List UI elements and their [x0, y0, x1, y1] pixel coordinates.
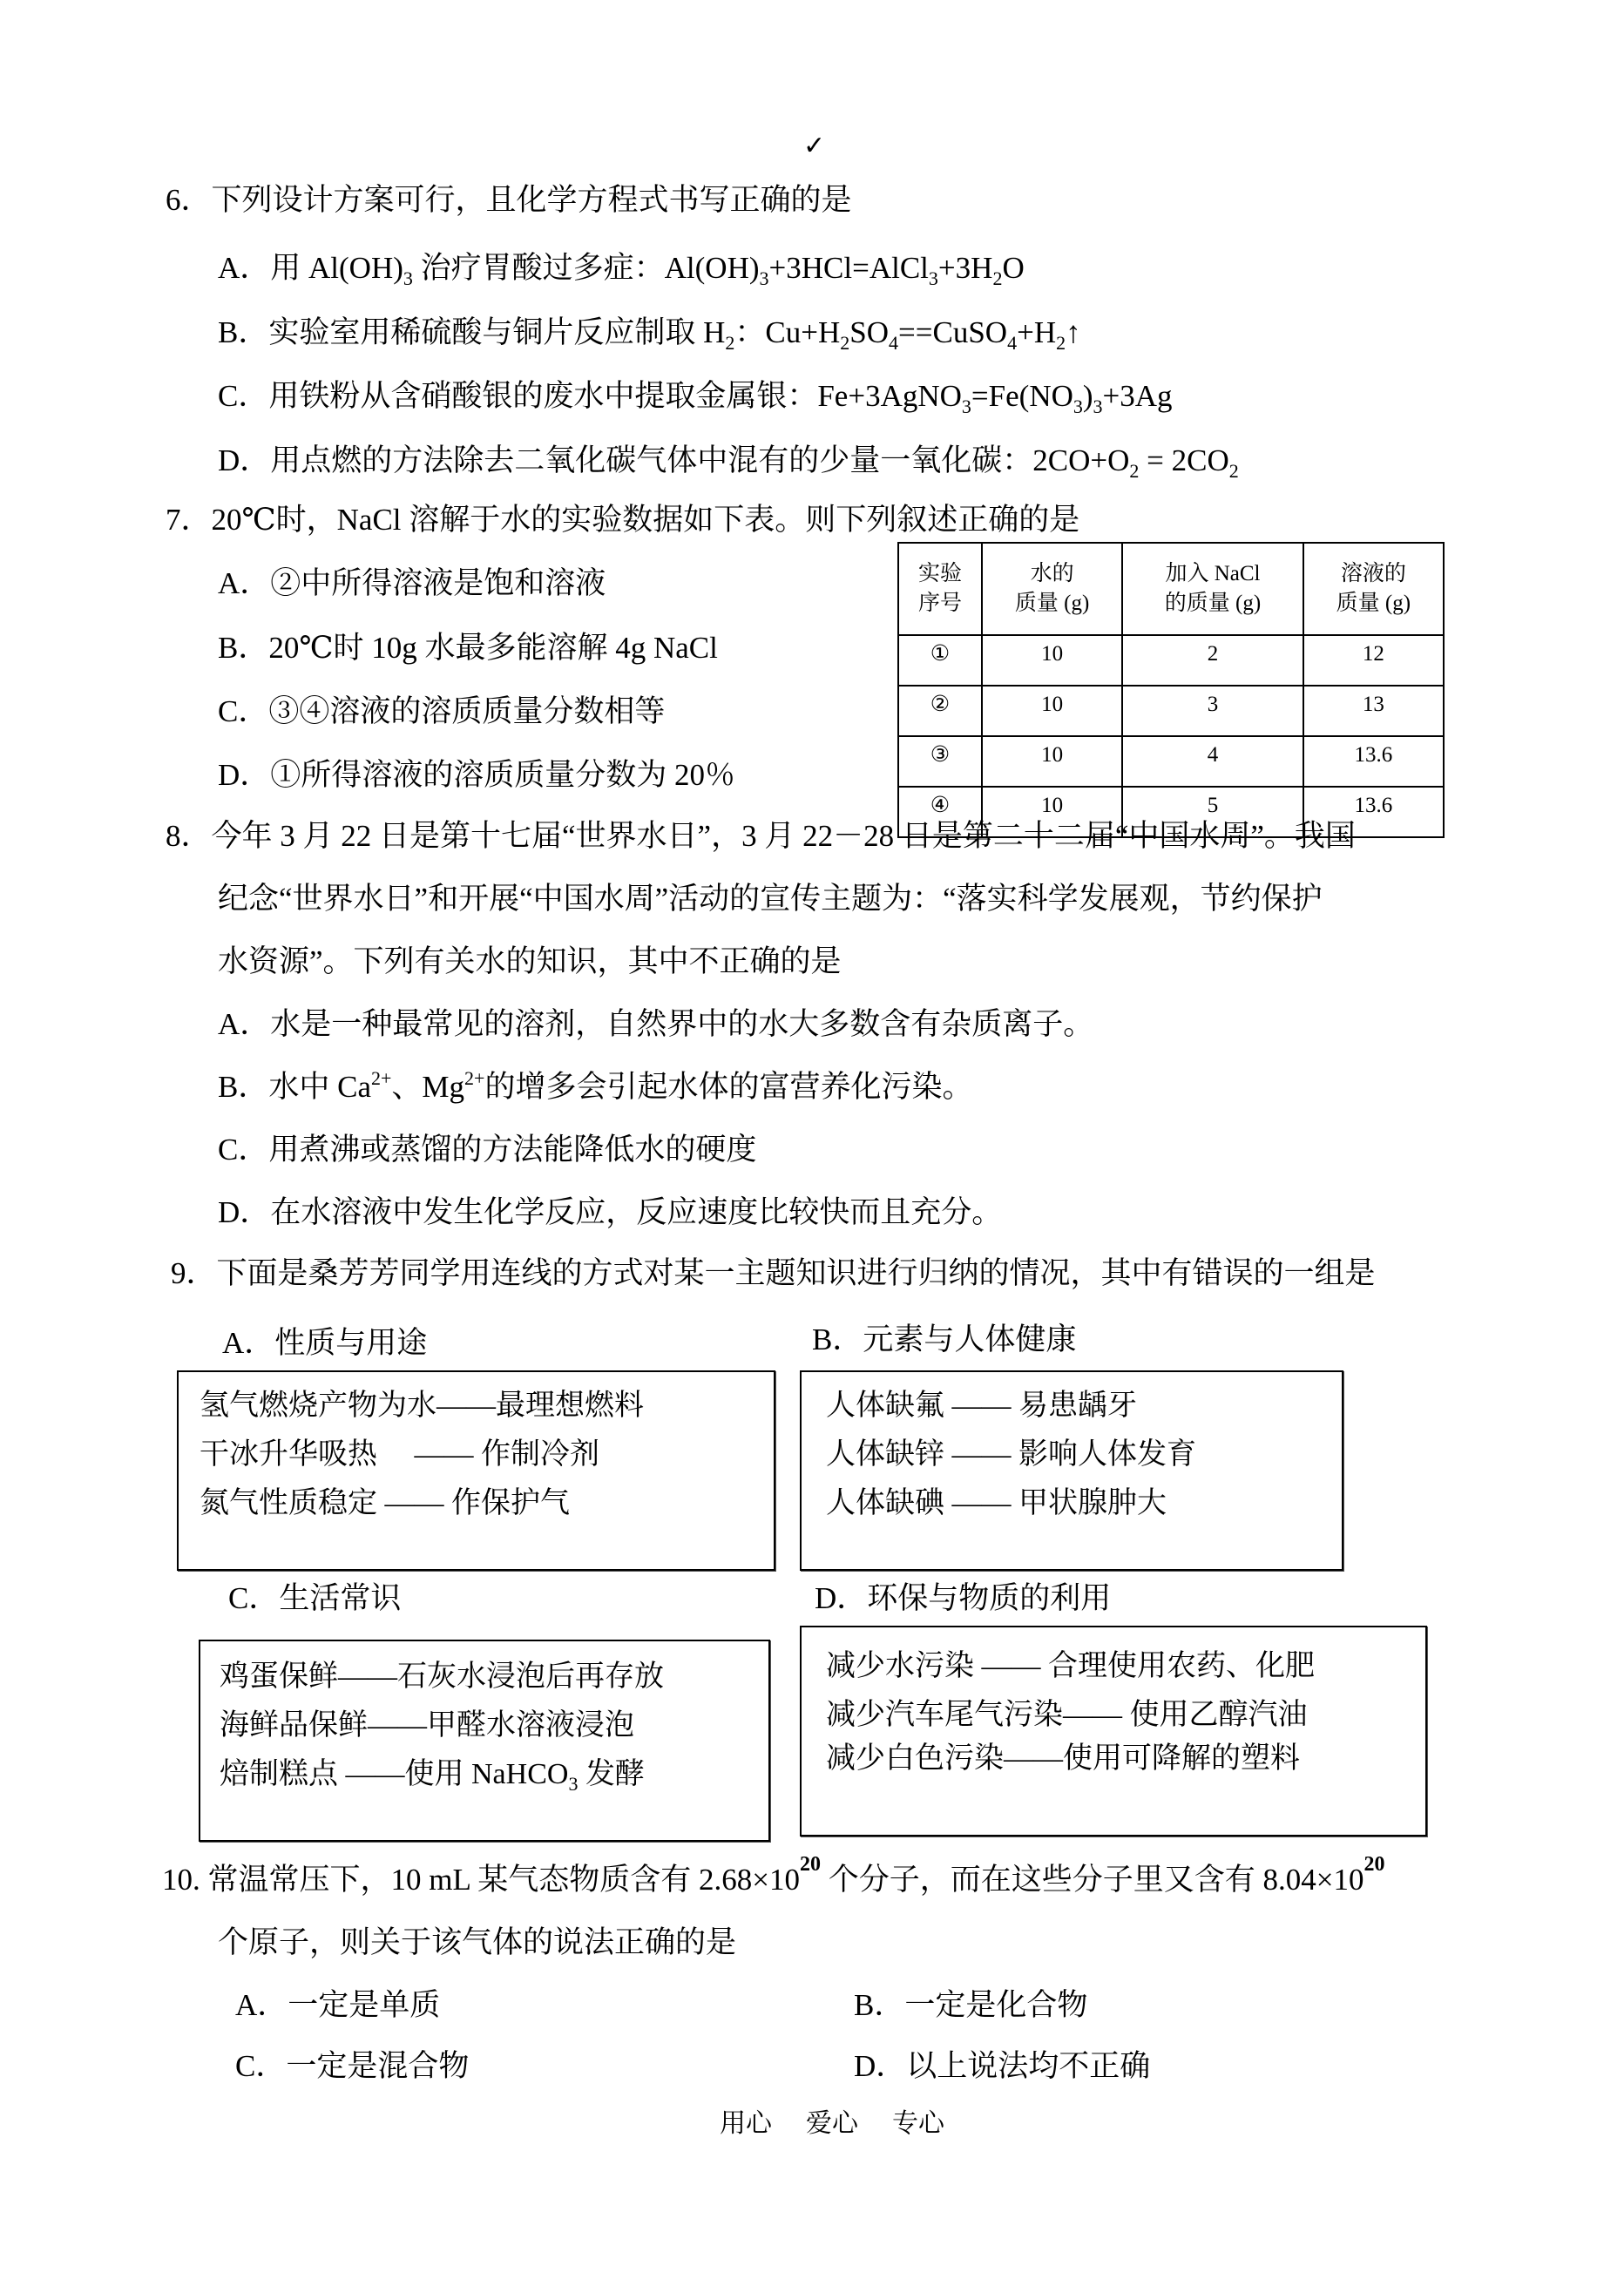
text: 焙制糕点 ——使用 NaHCO — [220, 1758, 569, 1790]
header-line: 水的 — [1030, 562, 1074, 585]
footer — [720, 2101, 944, 2140]
q9-group-d-box — [800, 1626, 1427, 1836]
table-cell: 10 — [982, 635, 1122, 686]
table-cell: 13.6 — [1303, 736, 1444, 787]
q8-option-d: D．在水溶液中发生化学反应，反应速度比较快而且充分。 — [218, 1195, 1003, 1229]
q6-option-a — [218, 249, 1025, 287]
table-cell: 10 — [982, 787, 1122, 837]
superscript: 20 — [1363, 1853, 1385, 1876]
table-cell: ① — [898, 635, 982, 686]
q8-stem-line-3: 水资源”。下列有关水的知识，其中不正确的是 — [218, 944, 842, 978]
header-line: 加入 NaCl — [1165, 562, 1261, 585]
superscript: 20 — [800, 1853, 822, 1876]
text: 个分子，而在这些分子里又含有 8.04×10 — [821, 1863, 1364, 1897]
q9-group-c-title: C．生活常识 — [228, 1581, 402, 1615]
q6-stem: 6．下列设计方案可行，且化学方程式书写正确的是 — [166, 183, 852, 217]
q9-group-a-box — [177, 1370, 775, 1571]
header-cell — [1303, 543, 1444, 635]
text: = 2CO — [1139, 443, 1229, 477]
text: =Fe(NO — [971, 379, 1073, 413]
q10-option-b: B．一定是化合物 — [854, 1988, 1088, 2022]
q8-stem-line-1: 8．今年 3 月 22 日是第十七届“世界水日”，3 月 22－28 日是第二十二届“中国水周”。我国 — [166, 819, 1356, 853]
q9-group-c-box — [199, 1640, 770, 1842]
table-cell: 13 — [1303, 686, 1444, 736]
group-line: 鸡蛋保鲜——石灰水浸泡后再存放 — [220, 1661, 664, 1693]
text: 治疗胃酸过多症：Al(OH) — [412, 251, 760, 285]
q7-option-c: C．③④溶液的溶质质量分数相等 — [218, 694, 666, 728]
group-line: 氢气燃烧产物为水——最理想燃料 — [200, 1390, 644, 1422]
subscript: 4 — [889, 332, 898, 354]
header-line: 质量 (g) — [1336, 592, 1411, 615]
q7-option-a: A．②中所得溶液是饱和溶液 — [218, 566, 606, 600]
header-line: 质量 (g) — [1014, 592, 1090, 615]
group-line: 海鲜品保鲜——甲醛水溶液浸泡 — [220, 1709, 634, 1742]
text: ) — [1082, 379, 1093, 413]
up-arrow-icon: ↑ — [1066, 315, 1081, 349]
q9-group-b-title: B．元素与人体健康 — [812, 1322, 1077, 1356]
text: B．实验室用稀硫酸与铜片反应制取 H — [218, 315, 726, 349]
q7-option-d: D．①所得溶液的溶质质量分数为 20％ — [218, 758, 736, 792]
header-cell — [1122, 543, 1303, 635]
table-cell: 10 — [982, 736, 1122, 787]
text: O — [1002, 251, 1025, 285]
text: ==CuSO — [898, 315, 1008, 349]
q10-stem-line-2: 个原子，则关于该气体的说法正确的是 — [218, 1925, 737, 1959]
footer-word: 用心 — [720, 2109, 772, 2138]
table-row — [898, 635, 1444, 686]
header-line: 实验 — [917, 562, 962, 585]
subscript: 3 — [961, 396, 971, 417]
q9-group-a-title: A．性质与用途 — [222, 1326, 428, 1360]
table-cell: ③ — [898, 736, 982, 787]
table-header-row — [898, 543, 1444, 635]
subscript: 3 — [1073, 396, 1083, 417]
subscript: 2 — [992, 267, 1003, 289]
q10-option-a: A．一定是单质 — [235, 1988, 441, 2022]
table-row — [898, 736, 1444, 787]
group-line: 人体缺锌 —— 影响人体发育 — [826, 1438, 1196, 1471]
subscript: 3 — [403, 267, 413, 289]
q9-group-b-box — [800, 1370, 1343, 1571]
text: C．用铁粉从含硝酸银的废水中提取金属银：Fe+3AgNO — [218, 379, 962, 413]
q7-option-b: B．20℃时 10g 水最多能溶解 4g NaCl — [218, 631, 718, 665]
text: A．用 Al(OH) — [218, 251, 403, 285]
header-line: 序号 — [917, 592, 962, 615]
subscript: 3 — [568, 1773, 579, 1795]
q10-option-d: D．以上说法均不正确 — [854, 2049, 1151, 2083]
q10-stem-line-1 — [162, 1853, 1385, 1899]
group-line: 减少汽车尾气污染—— 使用乙醇汽油 — [826, 1699, 1308, 1731]
q6-option-c — [218, 377, 1173, 416]
header-line: 的质量 (g) — [1164, 592, 1262, 615]
table-row — [898, 686, 1444, 736]
q9-group-d-title: D．环保与物质的利用 — [815, 1581, 1112, 1615]
subscript: 2 — [1228, 460, 1239, 482]
subscript: 2 — [1129, 460, 1140, 482]
table-cell: 2 — [1122, 635, 1303, 686]
table-cell: 13.6 — [1303, 787, 1444, 837]
table-cell: 10 — [982, 686, 1122, 736]
text: 发酵 — [578, 1758, 645, 1790]
q6-option-d — [218, 442, 1239, 480]
q9-stem: 9．下面是桑芳芳同学用连线的方式对某一主题知识进行归纳的情况，其中有错误的一组是 — [171, 1256, 1376, 1290]
text: 10. 常温常压下，10 mL 某气态物质含有 2.68×10 — [162, 1863, 801, 1897]
header-cell — [982, 543, 1122, 635]
q8-option-c: C．用煮沸或蒸馏的方法能降低水的硬度 — [218, 1133, 757, 1167]
group-line — [220, 1756, 645, 1793]
table-cell: 3 — [1122, 686, 1303, 736]
subscript: 3 — [1093, 396, 1103, 417]
q8-stem-line-2: 纪念“世界水日”和开展“中国水周”活动的宣传主题为：“落实科学发展观，节约保护 — [218, 882, 1323, 916]
q8-option-a: A．水是一种最常见的溶剂，自然界中的水大多数含有杂质离子。 — [218, 1007, 1094, 1041]
header-cell — [898, 543, 982, 635]
q6-option-b — [218, 314, 1081, 352]
subscript: 2 — [725, 332, 735, 354]
group-line: 干冰升华吸热 —— 作制冷剂 — [200, 1438, 599, 1471]
q8-option-b — [218, 1068, 972, 1106]
text: D．用点燃的方法除去二氧化碳气体中混有的少量一氧化碳：2CO+O — [218, 443, 1130, 477]
text: B．水中 Ca — [218, 1070, 371, 1104]
table-cell: ② — [898, 686, 982, 736]
footer-word: 爱心 — [806, 2109, 858, 2138]
subscript: 2 — [840, 332, 850, 354]
table-cell: 4 — [1122, 736, 1303, 787]
text: ：Cu+H — [734, 315, 841, 349]
footer-word: 专心 — [892, 2109, 944, 2138]
table-cell: 12 — [1303, 635, 1444, 686]
q10-option-c: C．一定是混合物 — [235, 2049, 470, 2083]
superscript: 2+ — [464, 1067, 485, 1089]
table-cell: ④ — [898, 787, 982, 837]
subscript: 4 — [1007, 332, 1018, 354]
group-line: 氮气性质稳定 —— 作保护气 — [200, 1487, 570, 1519]
superscript: 2+ — [370, 1067, 392, 1089]
checkmark-icon: ✓ — [803, 132, 826, 160]
table-cell: 5 — [1122, 787, 1303, 837]
text: +3HCl=AlCl — [768, 251, 929, 285]
subscript: 2 — [1056, 332, 1066, 354]
nacl-data-table — [897, 542, 1445, 838]
group-line: 人体缺碘 —— 甲状腺肿大 — [826, 1487, 1167, 1519]
q7-stem: 7．20℃时，NaCl 溶解于水的实验数据如下表。则下列叙述正确的是 — [166, 503, 1080, 537]
text: 、Mg — [391, 1070, 465, 1104]
text: +3H — [937, 251, 993, 285]
text: 的增多会引起水体的富营养化污染。 — [484, 1070, 973, 1104]
text: +H — [1017, 315, 1057, 349]
text: +3Ag — [1102, 379, 1173, 413]
header-line: 溶液的 — [1340, 562, 1406, 585]
text: SO — [849, 315, 889, 349]
group-line: 减少水污染 —— 合理使用农药、化肥 — [826, 1650, 1315, 1682]
group-line: 减少白色污染——使用可降解的塑料 — [826, 1742, 1300, 1775]
subscript: 3 — [928, 267, 938, 289]
group-line: 人体缺氟 —— 易患龋牙 — [826, 1390, 1137, 1422]
subscript: 3 — [759, 267, 769, 289]
